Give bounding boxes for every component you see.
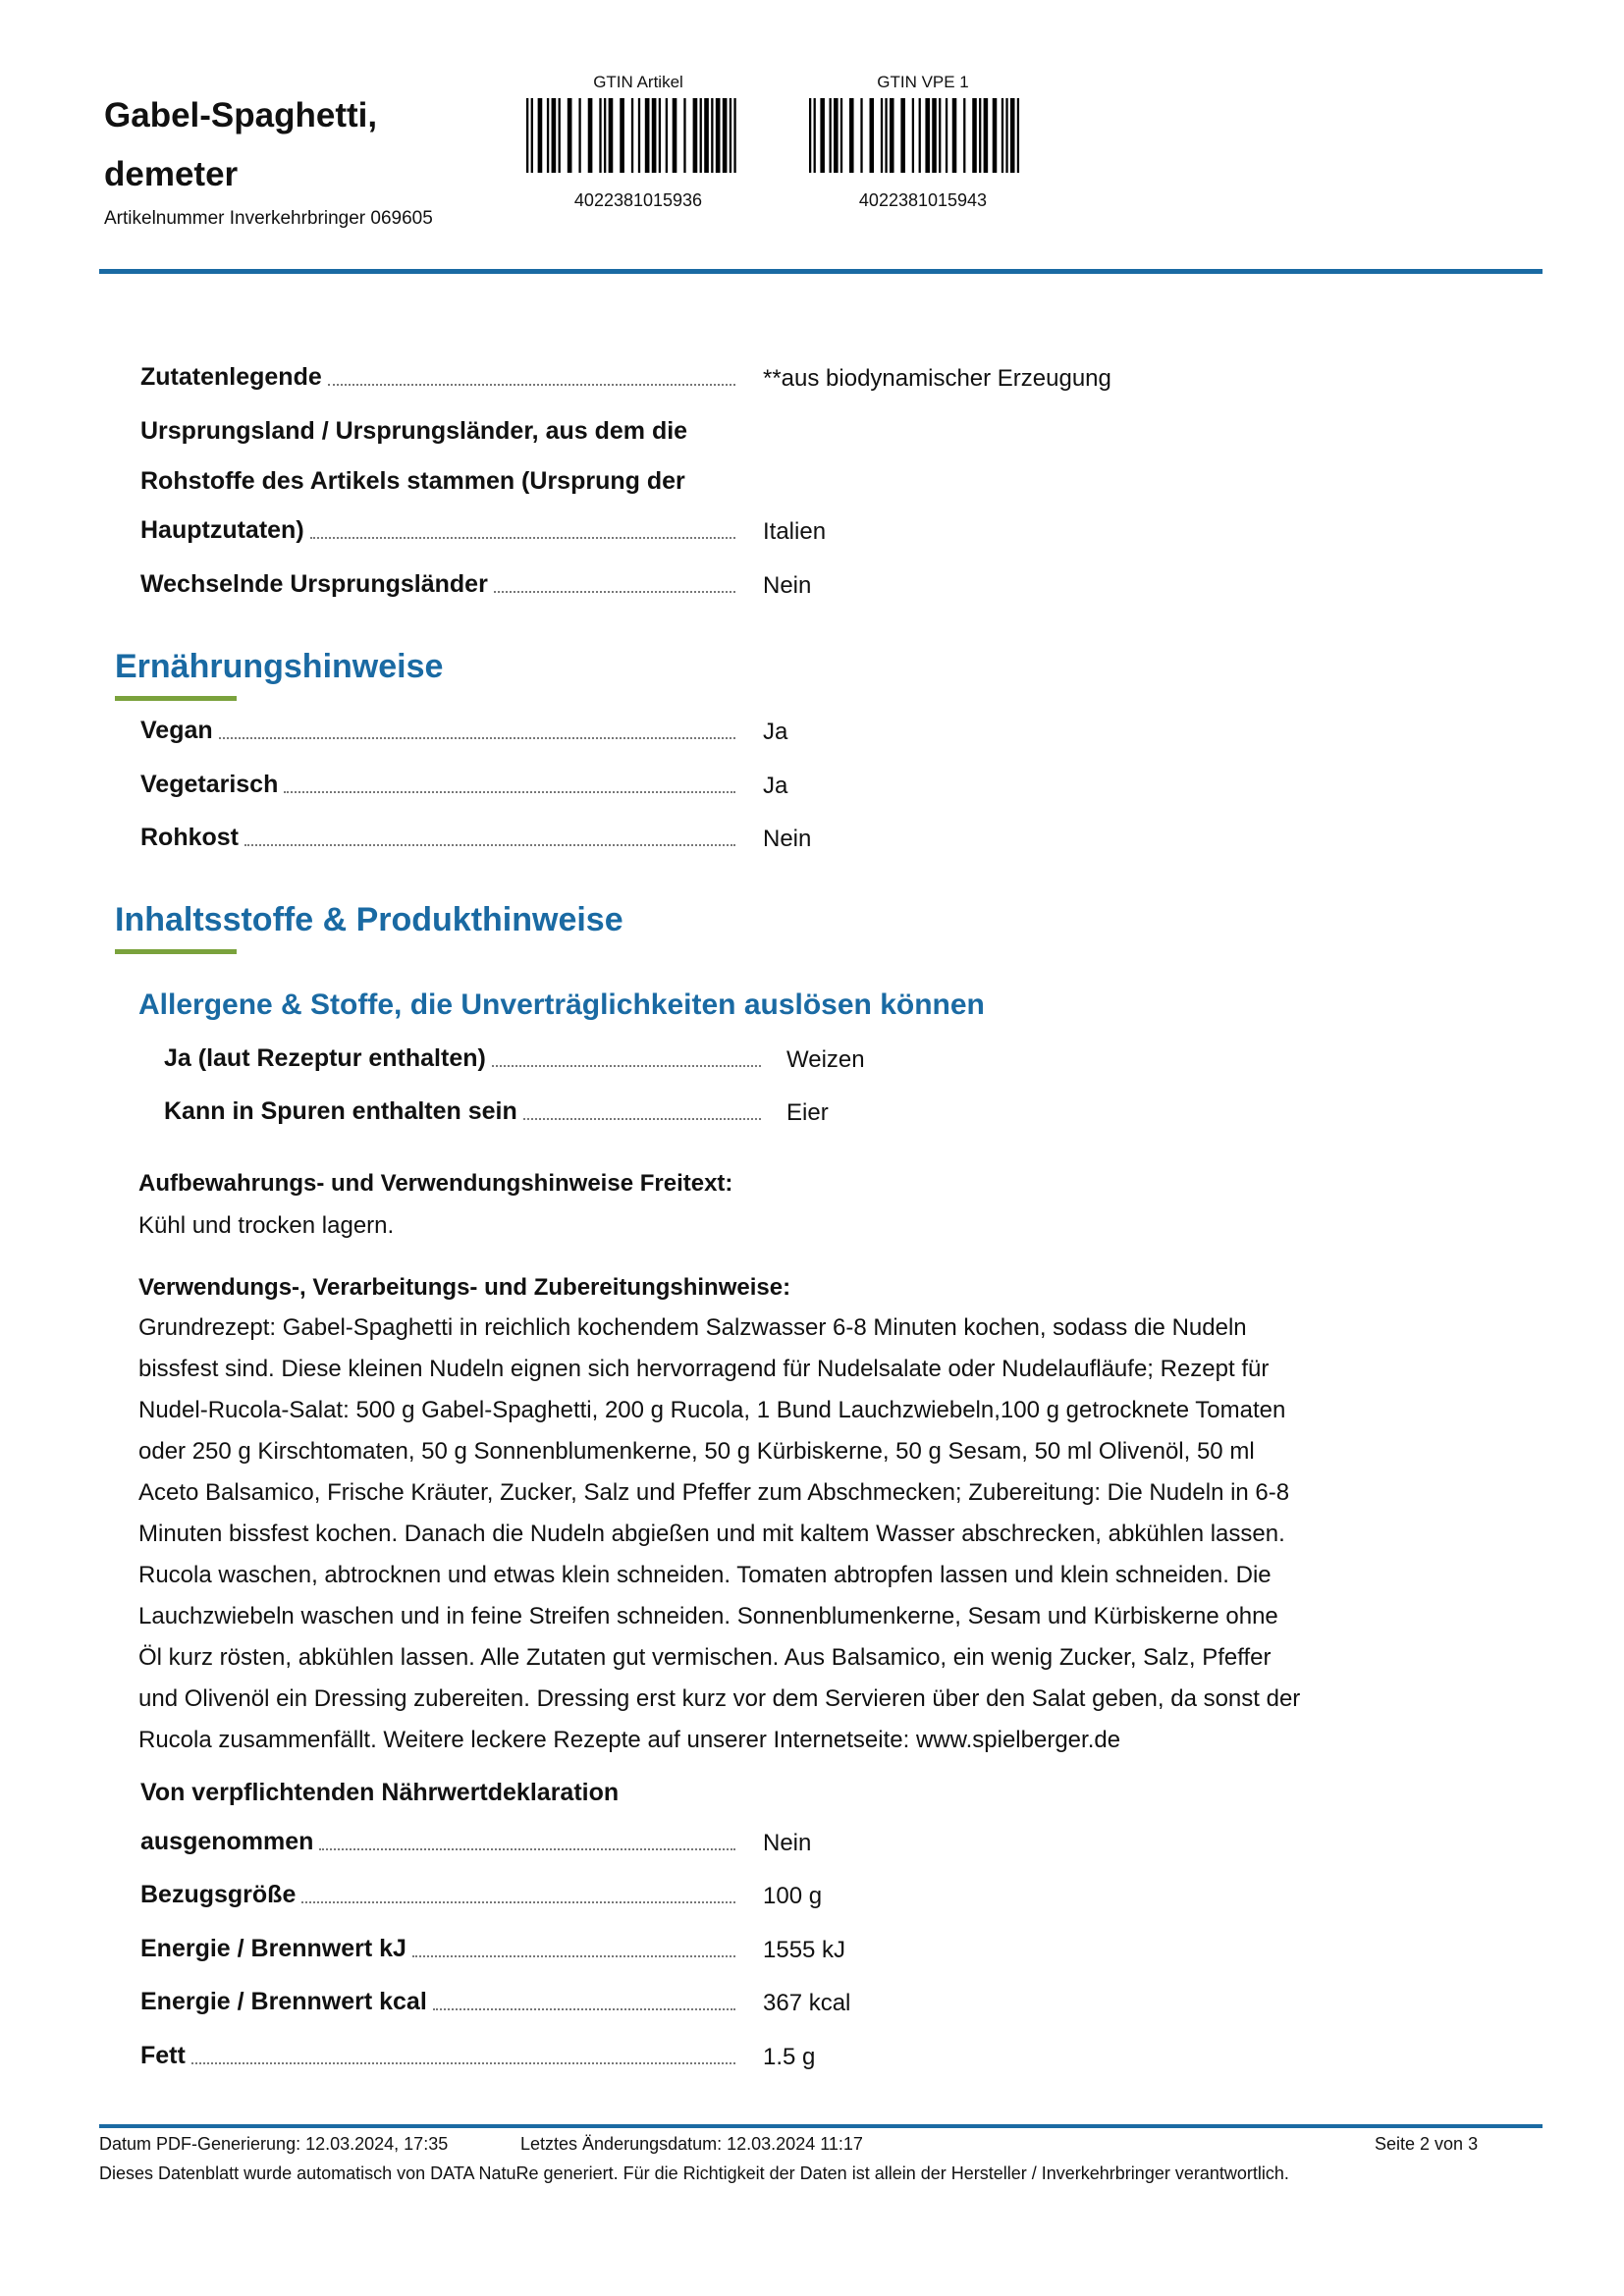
- origin-label-line2: Rohstoffe des Artikels stammen (Ursprung der: [140, 467, 685, 495]
- footer-generated: Datum PDF-Generierung: 12.03.2024, 17:35: [99, 2134, 449, 2154]
- usage-line: oder 250 g Kirschtomaten, 50 g Sonnenblumenkerne, 50 g Kürbiskerne, 50 g Sesam, 50 ml Olivenöl, 50 ml: [138, 1438, 1255, 1465]
- row-value: Nein: [763, 1830, 812, 1856]
- usage-line: Aceto Balsamico, Frische Kräuter, Zucker, Salz und Pfeffer zum Abschmecken; Zubereitung: Die Nudeln in 6-8: [138, 1479, 1290, 1506]
- usage-line: Nudel-Rucola-Salat: 500 g Gabel-Spaghetti, 200 g Rucola, 1 Bund Lauchzwiebeln,100 g getrocknete Tomaten: [138, 1397, 1286, 1423]
- usage-heading: Verwendungs-, Verarbeitungs- und Zubereitungshinweise:: [138, 1274, 791, 1301]
- row-rohkost: [140, 824, 1515, 863]
- usage-line: Rucola zusammenfällt. Weitere leckere Rezepte auf unserer Internetseite: www.spielberger.de: [138, 1727, 1121, 1753]
- row-allergen-contains: [164, 1044, 1539, 1084]
- row-value: 1555 kJ: [763, 1937, 846, 1963]
- product-title-line2: demeter: [104, 155, 239, 193]
- row-label: Wechselnde Ursprungsländer: [140, 570, 488, 598]
- exempt-label-line1: Von verpflichtenden Nährwertdeklaration: [140, 1779, 620, 1806]
- usage-line: bissfest sind. Diese kleinen Nudeln eignen sich hervorragend für Nudelsalate oder Nudelaufläufe; Rezept für: [138, 1356, 1270, 1382]
- product-title-line1: Gabel-Spaghetti,: [104, 96, 378, 134]
- barcode-pack-icon: [809, 98, 1035, 173]
- usage-line: Minuten bissfest kochen. Danach die Nudeln abgießen und mit kaltem Wasser abschrecken, abkühlen lassen.: [138, 1521, 1285, 1547]
- row-label: Vegetarisch: [140, 771, 279, 798]
- row-label: Energie / Brennwert kcal: [140, 1988, 427, 2015]
- row-value: **aus biodynamischer Erzeugung: [763, 365, 1111, 392]
- article-number: Artikelnummer Inverkehrbringer 069605: [104, 208, 433, 229]
- barcode-article-icon: [526, 98, 752, 173]
- footer-disclaimer: Dieses Datenblatt wurde automatisch von DATA NatuRe generiert. Für die Richtigkeit der Daten ist allein der Hersteller / Inverkehrbringer verantwortlich.: [99, 2163, 1289, 2183]
- row-label: Kann in Spuren enthalten sein: [164, 1097, 517, 1125]
- heading-underline: [115, 696, 237, 701]
- row-allergen-traces: [164, 1097, 1539, 1137]
- row-label: Rohkost: [140, 824, 239, 851]
- usage-line: Lauchzwiebeln waschen und in feine Streifen schneiden. Sonnenblumenkerne, Sesam und Kürbiskerne ohne: [138, 1603, 1278, 1629]
- row-fett: [140, 2042, 1515, 2081]
- row-energie-kj: [140, 1935, 1515, 1974]
- heading-underline: [115, 949, 237, 954]
- row-label: Ja (laut Rezeptur enthalten): [164, 1044, 486, 1072]
- row-value: 367 kcal: [763, 1990, 851, 2016]
- row-label: Hauptzutaten): [140, 516, 304, 544]
- footer-divider: [99, 2124, 1543, 2128]
- gtin-pack-value: 4022381015943: [858, 190, 988, 210]
- row-energie-kcal: [140, 1988, 1515, 2027]
- row-value: Italien: [763, 518, 827, 545]
- storage-heading: Aufbewahrungs- und Verwendungshinweise Freitext:: [138, 1170, 733, 1197]
- row-label: Fett: [140, 2042, 186, 2069]
- row-value: Nein: [763, 572, 812, 599]
- row-value: 100 g: [763, 1883, 823, 1909]
- heading-ernaehrungshinweise: Ernährungshinweise: [115, 648, 444, 685]
- row-exempt: [140, 1828, 1515, 1867]
- row-label: Energie / Brennwert kJ: [140, 1935, 406, 1962]
- header-divider: [99, 269, 1543, 274]
- row-value: Nein: [763, 826, 812, 852]
- usage-line: und Olivenöl ein Dressing zubereiten. Dressing erst kurz vor dem Servieren über den Salat geben, da sonst der: [138, 1685, 1301, 1712]
- origin-label-line1: Ursprungsland / Ursprungsländer, aus dem die: [140, 417, 688, 445]
- storage-text: Kühl und trocken lagern.: [138, 1212, 395, 1239]
- row-vegetarisch: [140, 771, 1515, 810]
- gtin-article-value: 4022381015936: [573, 190, 703, 210]
- row-value: 1.5 g: [763, 2044, 816, 2070]
- gtin-article-label: GTIN Artikel: [593, 73, 683, 91]
- row-label: Zutatenlegende: [140, 363, 322, 391]
- heading-allergene: Allergene & Stoffe, die Unverträglichkeiten auslösen können: [138, 988, 985, 1021]
- footer-page: Seite 2 von 3: [1375, 2134, 1479, 2154]
- gtin-pack-label: GTIN VPE 1: [877, 73, 969, 91]
- row-origin: [140, 516, 1515, 556]
- usage-paragraph: [138, 1308, 1385, 1761]
- heading-inhaltsstoffe: Inhaltsstoffe & Produkthinweise: [115, 901, 623, 938]
- row-zutatenlegende: [140, 363, 1515, 402]
- row-value: Eier: [786, 1099, 829, 1126]
- row-label: Bezugsgröße: [140, 1881, 297, 1908]
- row-label: ausgenommen: [140, 1828, 314, 1855]
- row-value: Ja: [763, 773, 788, 799]
- row-value: Ja: [763, 719, 788, 745]
- usage-line: Grundrezept: Gabel-Spaghetti in reichlich kochendem Salzwasser 6-8 Minuten kochen, sodass die Nudeln: [138, 1314, 1247, 1341]
- row-value: Weizen: [786, 1046, 865, 1073]
- row-bezugsgroesse: [140, 1881, 1515, 1920]
- usage-line: Rucola waschen, abtrocknen und etwas klein schneiden. Tomaten abtropfen lassen und klein schneiden. Die: [138, 1562, 1272, 1588]
- row-label: Vegan: [140, 717, 213, 744]
- usage-line: Öl kurz rösten, abkühlen lassen. Alle Zutaten gut vermischen. Aus Balsamico, ein wenig Zucker, Salz, Pfeffer: [138, 1644, 1272, 1671]
- footer-changed: Letztes Änderungsdatum: 12.03.2024 11:17: [520, 2134, 863, 2154]
- row-changing-origin: [140, 570, 1515, 610]
- row-vegan: [140, 717, 1515, 756]
